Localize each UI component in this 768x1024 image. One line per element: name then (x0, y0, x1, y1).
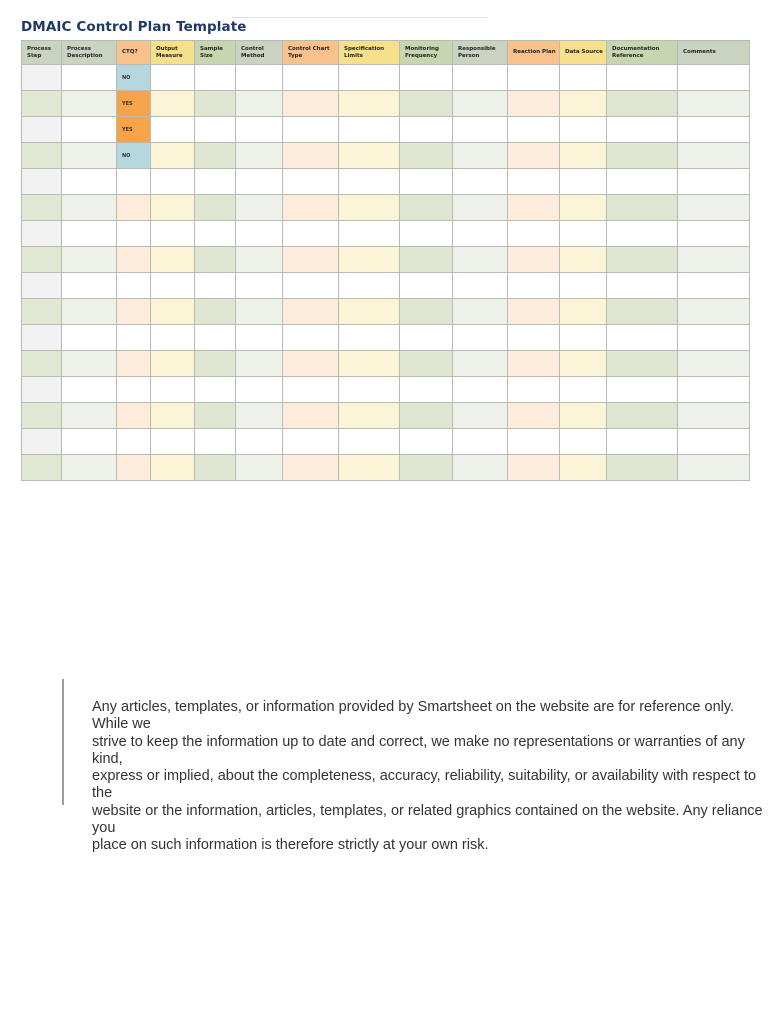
cell-sample-size[interactable] (195, 299, 236, 325)
header-row (22, 41, 750, 65)
cell-control-chart-type[interactable] (283, 117, 339, 143)
cell-control-method[interactable] (236, 65, 283, 91)
cell-reaction-plan[interactable] (508, 351, 560, 377)
cell-responsible-person[interactable] (453, 455, 508, 481)
cell-reaction-plan[interactable] (508, 195, 560, 221)
table-row (22, 273, 750, 299)
table-row (22, 299, 750, 325)
cell-data-source[interactable] (560, 455, 607, 481)
cell-process-step[interactable] (22, 117, 62, 143)
cell-ctq[interactable] (117, 299, 151, 325)
cell-control-chart-type[interactable] (283, 221, 339, 247)
cell-comments[interactable] (678, 247, 750, 273)
cell-monitoring-frequency[interactable] (400, 325, 453, 351)
cell-control-method[interactable] (236, 429, 283, 455)
cell-reaction-plan[interactable] (508, 65, 560, 91)
cell-documentation-reference[interactable] (607, 351, 678, 377)
cell-documentation-reference[interactable] (607, 429, 678, 455)
cell-comments[interactable] (678, 169, 750, 195)
cell-control-method[interactable] (236, 91, 283, 117)
cell-data-source[interactable] (560, 91, 607, 117)
table-row (22, 325, 750, 351)
cell-reaction-plan[interactable] (508, 143, 560, 169)
cell-data-source[interactable] (560, 143, 607, 169)
cell-process-description[interactable] (62, 351, 117, 377)
cell-documentation-reference[interactable] (607, 143, 678, 169)
cell-documentation-reference[interactable] (607, 195, 678, 221)
cell-reaction-plan[interactable] (508, 403, 560, 429)
cell-control-chart-type[interactable] (283, 403, 339, 429)
cell-control-method[interactable] (236, 273, 283, 299)
table-row (22, 351, 750, 377)
cell-process-description[interactable] (62, 429, 117, 455)
cell-sample-size[interactable] (195, 351, 236, 377)
cell-control-chart-type[interactable] (283, 65, 339, 91)
cell-data-source[interactable] (560, 195, 607, 221)
table-row (22, 377, 750, 403)
cell-specification-limits[interactable] (339, 65, 400, 91)
cell-reaction-plan[interactable] (508, 247, 560, 273)
cell-comments[interactable] (678, 299, 750, 325)
cell-process-description[interactable] (62, 221, 117, 247)
cell-control-chart-type[interactable] (283, 429, 339, 455)
cell-process-description[interactable] (62, 117, 117, 143)
cell-responsible-person[interactable] (453, 195, 508, 221)
cell-monitoring-frequency[interactable] (400, 377, 453, 403)
cell-process-description[interactable] (62, 455, 117, 481)
cell-documentation-reference[interactable] (607, 117, 678, 143)
cell-monitoring-frequency[interactable] (400, 273, 453, 299)
cell-monitoring-frequency[interactable] (400, 143, 453, 169)
cell-comments[interactable] (678, 91, 750, 117)
cell-control-chart-type[interactable] (283, 143, 339, 169)
cell-process-description[interactable] (62, 143, 117, 169)
cell-sample-size[interactable] (195, 221, 236, 247)
cell-output-measure[interactable] (151, 195, 195, 221)
cell-control-method[interactable] (236, 299, 283, 325)
cell-sample-size[interactable] (195, 169, 236, 195)
cell-ctq[interactable]: NO (117, 65, 151, 91)
cell-responsible-person[interactable] (453, 65, 508, 91)
cell-process-step[interactable] (22, 247, 62, 273)
cell-comments[interactable] (678, 403, 750, 429)
cell-control-method[interactable] (236, 221, 283, 247)
cell-process-step[interactable] (22, 325, 62, 351)
cell-comments[interactable] (678, 65, 750, 91)
cell-ctq[interactable] (117, 221, 151, 247)
cell-comments[interactable] (678, 143, 750, 169)
cell-process-step[interactable] (22, 195, 62, 221)
cell-specification-limits[interactable] (339, 299, 400, 325)
cell-comments[interactable] (678, 325, 750, 351)
cell-data-source[interactable] (560, 169, 607, 195)
cell-control-chart-type[interactable] (283, 169, 339, 195)
cell-sample-size[interactable] (195, 273, 236, 299)
cell-reaction-plan[interactable] (508, 221, 560, 247)
cell-monitoring-frequency[interactable] (400, 247, 453, 273)
header-monitoring-frequency: Monitoring Frequency (400, 41, 453, 65)
cell-ctq[interactable] (117, 325, 151, 351)
cell-data-source[interactable] (560, 221, 607, 247)
cell-documentation-reference[interactable] (607, 169, 678, 195)
cell-output-measure[interactable] (151, 143, 195, 169)
cell-responsible-person[interactable] (453, 247, 508, 273)
header-specification-limits: Specification Limits (339, 41, 400, 65)
cell-comments[interactable] (678, 273, 750, 299)
cell-documentation-reference[interactable] (607, 377, 678, 403)
cell-process-description[interactable] (62, 299, 117, 325)
cell-process-step[interactable] (22, 221, 62, 247)
cell-data-source[interactable] (560, 325, 607, 351)
cell-ctq[interactable] (117, 351, 151, 377)
cell-specification-limits[interactable] (339, 195, 400, 221)
cell-process-description[interactable] (62, 325, 117, 351)
cell-output-measure[interactable] (151, 91, 195, 117)
cell-process-step[interactable] (22, 429, 62, 455)
table-row (22, 195, 750, 221)
header-documentation-reference: Documentation Reference (607, 41, 678, 65)
cell-data-source[interactable] (560, 65, 607, 91)
control-plan-table (21, 40, 750, 481)
cell-monitoring-frequency[interactable] (400, 195, 453, 221)
table-row (22, 455, 750, 481)
cell-documentation-reference[interactable] (607, 91, 678, 117)
cell-output-measure[interactable] (151, 377, 195, 403)
cell-specification-limits[interactable] (339, 247, 400, 273)
cell-comments[interactable] (678, 429, 750, 455)
cell-ctq[interactable] (117, 169, 151, 195)
cell-control-chart-type[interactable] (283, 247, 339, 273)
cell-ctq[interactable]: YES (117, 91, 151, 117)
cell-specification-limits[interactable] (339, 143, 400, 169)
cell-control-method[interactable] (236, 351, 283, 377)
cell-sample-size[interactable] (195, 195, 236, 221)
cell-documentation-reference[interactable] (607, 247, 678, 273)
table-row (22, 117, 750, 143)
cell-control-chart-type[interactable] (283, 273, 339, 299)
cell-output-measure[interactable] (151, 455, 195, 481)
cell-responsible-person[interactable] (453, 221, 508, 247)
cell-process-description[interactable] (62, 195, 117, 221)
cell-process-step[interactable] (22, 351, 62, 377)
cell-control-method[interactable] (236, 377, 283, 403)
disclaimer-bar (62, 679, 64, 805)
page-title: DMAIC Control Plan Template (21, 19, 247, 35)
cell-data-source[interactable] (560, 351, 607, 377)
table-row (22, 221, 750, 247)
cell-monitoring-frequency[interactable] (400, 351, 453, 377)
cell-specification-limits[interactable] (339, 351, 400, 377)
cell-process-step[interactable] (22, 377, 62, 403)
table-body (22, 65, 750, 481)
cell-data-source[interactable] (560, 117, 607, 143)
table-row (22, 403, 750, 429)
cell-ctq[interactable] (117, 455, 151, 481)
header-data-source: Data Source (560, 41, 607, 65)
cell-sample-size[interactable] (195, 143, 236, 169)
cell-output-measure[interactable] (151, 429, 195, 455)
cell-process-step[interactable] (22, 299, 62, 325)
cell-documentation-reference[interactable] (607, 273, 678, 299)
cell-responsible-person[interactable] (453, 91, 508, 117)
cell-specification-limits[interactable] (339, 91, 400, 117)
cell-responsible-person[interactable] (453, 299, 508, 325)
cell-process-description[interactable] (62, 377, 117, 403)
cell-ctq[interactable] (117, 273, 151, 299)
cell-sample-size[interactable] (195, 403, 236, 429)
cell-output-measure[interactable] (151, 325, 195, 351)
cell-process-step[interactable] (22, 273, 62, 299)
cell-specification-limits[interactable] (339, 117, 400, 143)
table-row (22, 169, 750, 195)
header-process-description: Process Description (62, 41, 117, 65)
cell-process-description[interactable] (62, 403, 117, 429)
cell-responsible-person[interactable] (453, 403, 508, 429)
cell-comments[interactable] (678, 221, 750, 247)
cell-responsible-person[interactable] (453, 117, 508, 143)
cell-control-method[interactable] (236, 117, 283, 143)
cell-ctq[interactable]: NO (117, 143, 151, 169)
header-responsible-person: Responsible Person (453, 41, 508, 65)
cell-output-measure[interactable] (151, 273, 195, 299)
cell-process-description[interactable] (62, 65, 117, 91)
cell-process-step[interactable] (22, 143, 62, 169)
cell-process-description[interactable] (62, 247, 117, 273)
cell-control-chart-type[interactable] (283, 195, 339, 221)
cell-specification-limits[interactable] (339, 429, 400, 455)
cell-responsible-person[interactable] (453, 377, 508, 403)
cell-data-source[interactable] (560, 403, 607, 429)
cell-data-source[interactable] (560, 377, 607, 403)
cell-process-step[interactable] (22, 403, 62, 429)
cell-sample-size[interactable] (195, 429, 236, 455)
cell-specification-limits[interactable] (339, 377, 400, 403)
cell-comments[interactable] (678, 377, 750, 403)
header-control-method: Control Method (236, 41, 283, 65)
cell-control-method[interactable] (236, 403, 283, 429)
cell-control-chart-type[interactable] (283, 351, 339, 377)
cell-process-description[interactable] (62, 273, 117, 299)
title-rule (232, 17, 488, 18)
cell-control-method[interactable] (236, 455, 283, 481)
cell-control-method[interactable] (236, 169, 283, 195)
cell-reaction-plan[interactable] (508, 91, 560, 117)
cell-control-chart-type[interactable] (283, 325, 339, 351)
cell-monitoring-frequency[interactable] (400, 455, 453, 481)
cell-responsible-person[interactable] (453, 351, 508, 377)
cell-sample-size[interactable] (195, 377, 236, 403)
cell-sample-size[interactable] (195, 455, 236, 481)
cell-responsible-person[interactable] (453, 169, 508, 195)
cell-monitoring-frequency[interactable] (400, 169, 453, 195)
cell-responsible-person[interactable] (453, 325, 508, 351)
cell-reaction-plan[interactable] (508, 117, 560, 143)
cell-output-measure[interactable] (151, 299, 195, 325)
cell-reaction-plan[interactable] (508, 325, 560, 351)
cell-output-measure[interactable] (151, 117, 195, 143)
cell-process-step[interactable] (22, 169, 62, 195)
cell-documentation-reference[interactable] (607, 65, 678, 91)
cell-reaction-plan[interactable] (508, 455, 560, 481)
cell-reaction-plan[interactable] (508, 429, 560, 455)
cell-comments[interactable] (678, 195, 750, 221)
cell-responsible-person[interactable] (453, 429, 508, 455)
cell-control-method[interactable] (236, 247, 283, 273)
header-sample-size: Sample Size (195, 41, 236, 65)
cell-sample-size[interactable] (195, 117, 236, 143)
cell-documentation-reference[interactable] (607, 221, 678, 247)
cell-control-method[interactable] (236, 325, 283, 351)
cell-ctq[interactable] (117, 377, 151, 403)
cell-data-source[interactable] (560, 247, 607, 273)
cell-monitoring-frequency[interactable] (400, 299, 453, 325)
table-row (22, 143, 750, 169)
cell-specification-limits[interactable] (339, 221, 400, 247)
cell-responsible-person[interactable] (453, 273, 508, 299)
cell-ctq[interactable]: YES (117, 117, 151, 143)
cell-process-description[interactable] (62, 169, 117, 195)
cell-reaction-plan[interactable] (508, 377, 560, 403)
cell-reaction-plan[interactable] (508, 273, 560, 299)
cell-ctq[interactable] (117, 403, 151, 429)
disclaimer-text: Any articles, templates, or information provided by Smartsheet on the website are for reference only. While we strive to keep the information up to date and correct, we make no representations or warranties of any kind, express or implied, about the completeness, accuracy, reliability, suitability, or availability with respect to the website or the information, articles, templates, or related graphics contained on the website. Any reliance you place on such information is therefore strictly at your own risk. (92, 699, 763, 854)
cell-comments[interactable] (678, 117, 750, 143)
cell-process-step[interactable] (22, 455, 62, 481)
cell-output-measure[interactable] (151, 247, 195, 273)
cell-documentation-reference[interactable] (607, 403, 678, 429)
cell-sample-size[interactable] (195, 325, 236, 351)
header-reaction-plan: Reaction Plan (508, 41, 560, 65)
cell-monitoring-frequency[interactable] (400, 221, 453, 247)
cell-sample-size[interactable] (195, 247, 236, 273)
cell-control-chart-type[interactable] (283, 377, 339, 403)
cell-comments[interactable] (678, 351, 750, 377)
cell-output-measure[interactable] (151, 351, 195, 377)
cell-data-source[interactable] (560, 273, 607, 299)
cell-ctq[interactable] (117, 247, 151, 273)
cell-documentation-reference[interactable] (607, 325, 678, 351)
cell-data-source[interactable] (560, 299, 607, 325)
cell-specification-limits[interactable] (339, 455, 400, 481)
cell-data-source[interactable] (560, 429, 607, 455)
cell-reaction-plan[interactable] (508, 169, 560, 195)
cell-reaction-plan[interactable] (508, 299, 560, 325)
cell-output-measure[interactable] (151, 221, 195, 247)
cell-control-method[interactable] (236, 195, 283, 221)
cell-monitoring-frequency[interactable] (400, 65, 453, 91)
cell-process-step[interactable] (22, 65, 62, 91)
table-row (22, 91, 750, 117)
cell-comments[interactable] (678, 455, 750, 481)
table-row (22, 247, 750, 273)
cell-monitoring-frequency[interactable] (400, 429, 453, 455)
cell-process-description[interactable] (62, 91, 117, 117)
cell-documentation-reference[interactable] (607, 299, 678, 325)
cell-specification-limits[interactable] (339, 403, 400, 429)
cell-sample-size[interactable] (195, 65, 236, 91)
cell-documentation-reference[interactable] (607, 455, 678, 481)
header-process-step: Process Step (22, 41, 62, 65)
header-ctq: CTQ? (117, 41, 151, 65)
header-comments: Comments (678, 41, 750, 65)
cell-output-measure[interactable] (151, 65, 195, 91)
cell-sample-size[interactable] (195, 91, 236, 117)
cell-specification-limits[interactable] (339, 169, 400, 195)
cell-output-measure[interactable] (151, 169, 195, 195)
cell-monitoring-frequency[interactable] (400, 403, 453, 429)
cell-control-chart-type[interactable] (283, 455, 339, 481)
table-row (22, 65, 750, 91)
header-control-chart-type: Control Chart Type (283, 41, 339, 65)
cell-specification-limits[interactable] (339, 325, 400, 351)
cell-ctq[interactable] (117, 195, 151, 221)
cell-output-measure[interactable] (151, 403, 195, 429)
cell-control-chart-type[interactable] (283, 91, 339, 117)
cell-control-chart-type[interactable] (283, 299, 339, 325)
cell-specification-limits[interactable] (339, 273, 400, 299)
cell-monitoring-frequency[interactable] (400, 91, 453, 117)
cell-responsible-person[interactable] (453, 143, 508, 169)
header-output-measure: Output Measure (151, 41, 195, 65)
table-row (22, 429, 750, 455)
cell-control-method[interactable] (236, 143, 283, 169)
cell-monitoring-frequency[interactable] (400, 117, 453, 143)
cell-ctq[interactable] (117, 429, 151, 455)
cell-process-step[interactable] (22, 91, 62, 117)
